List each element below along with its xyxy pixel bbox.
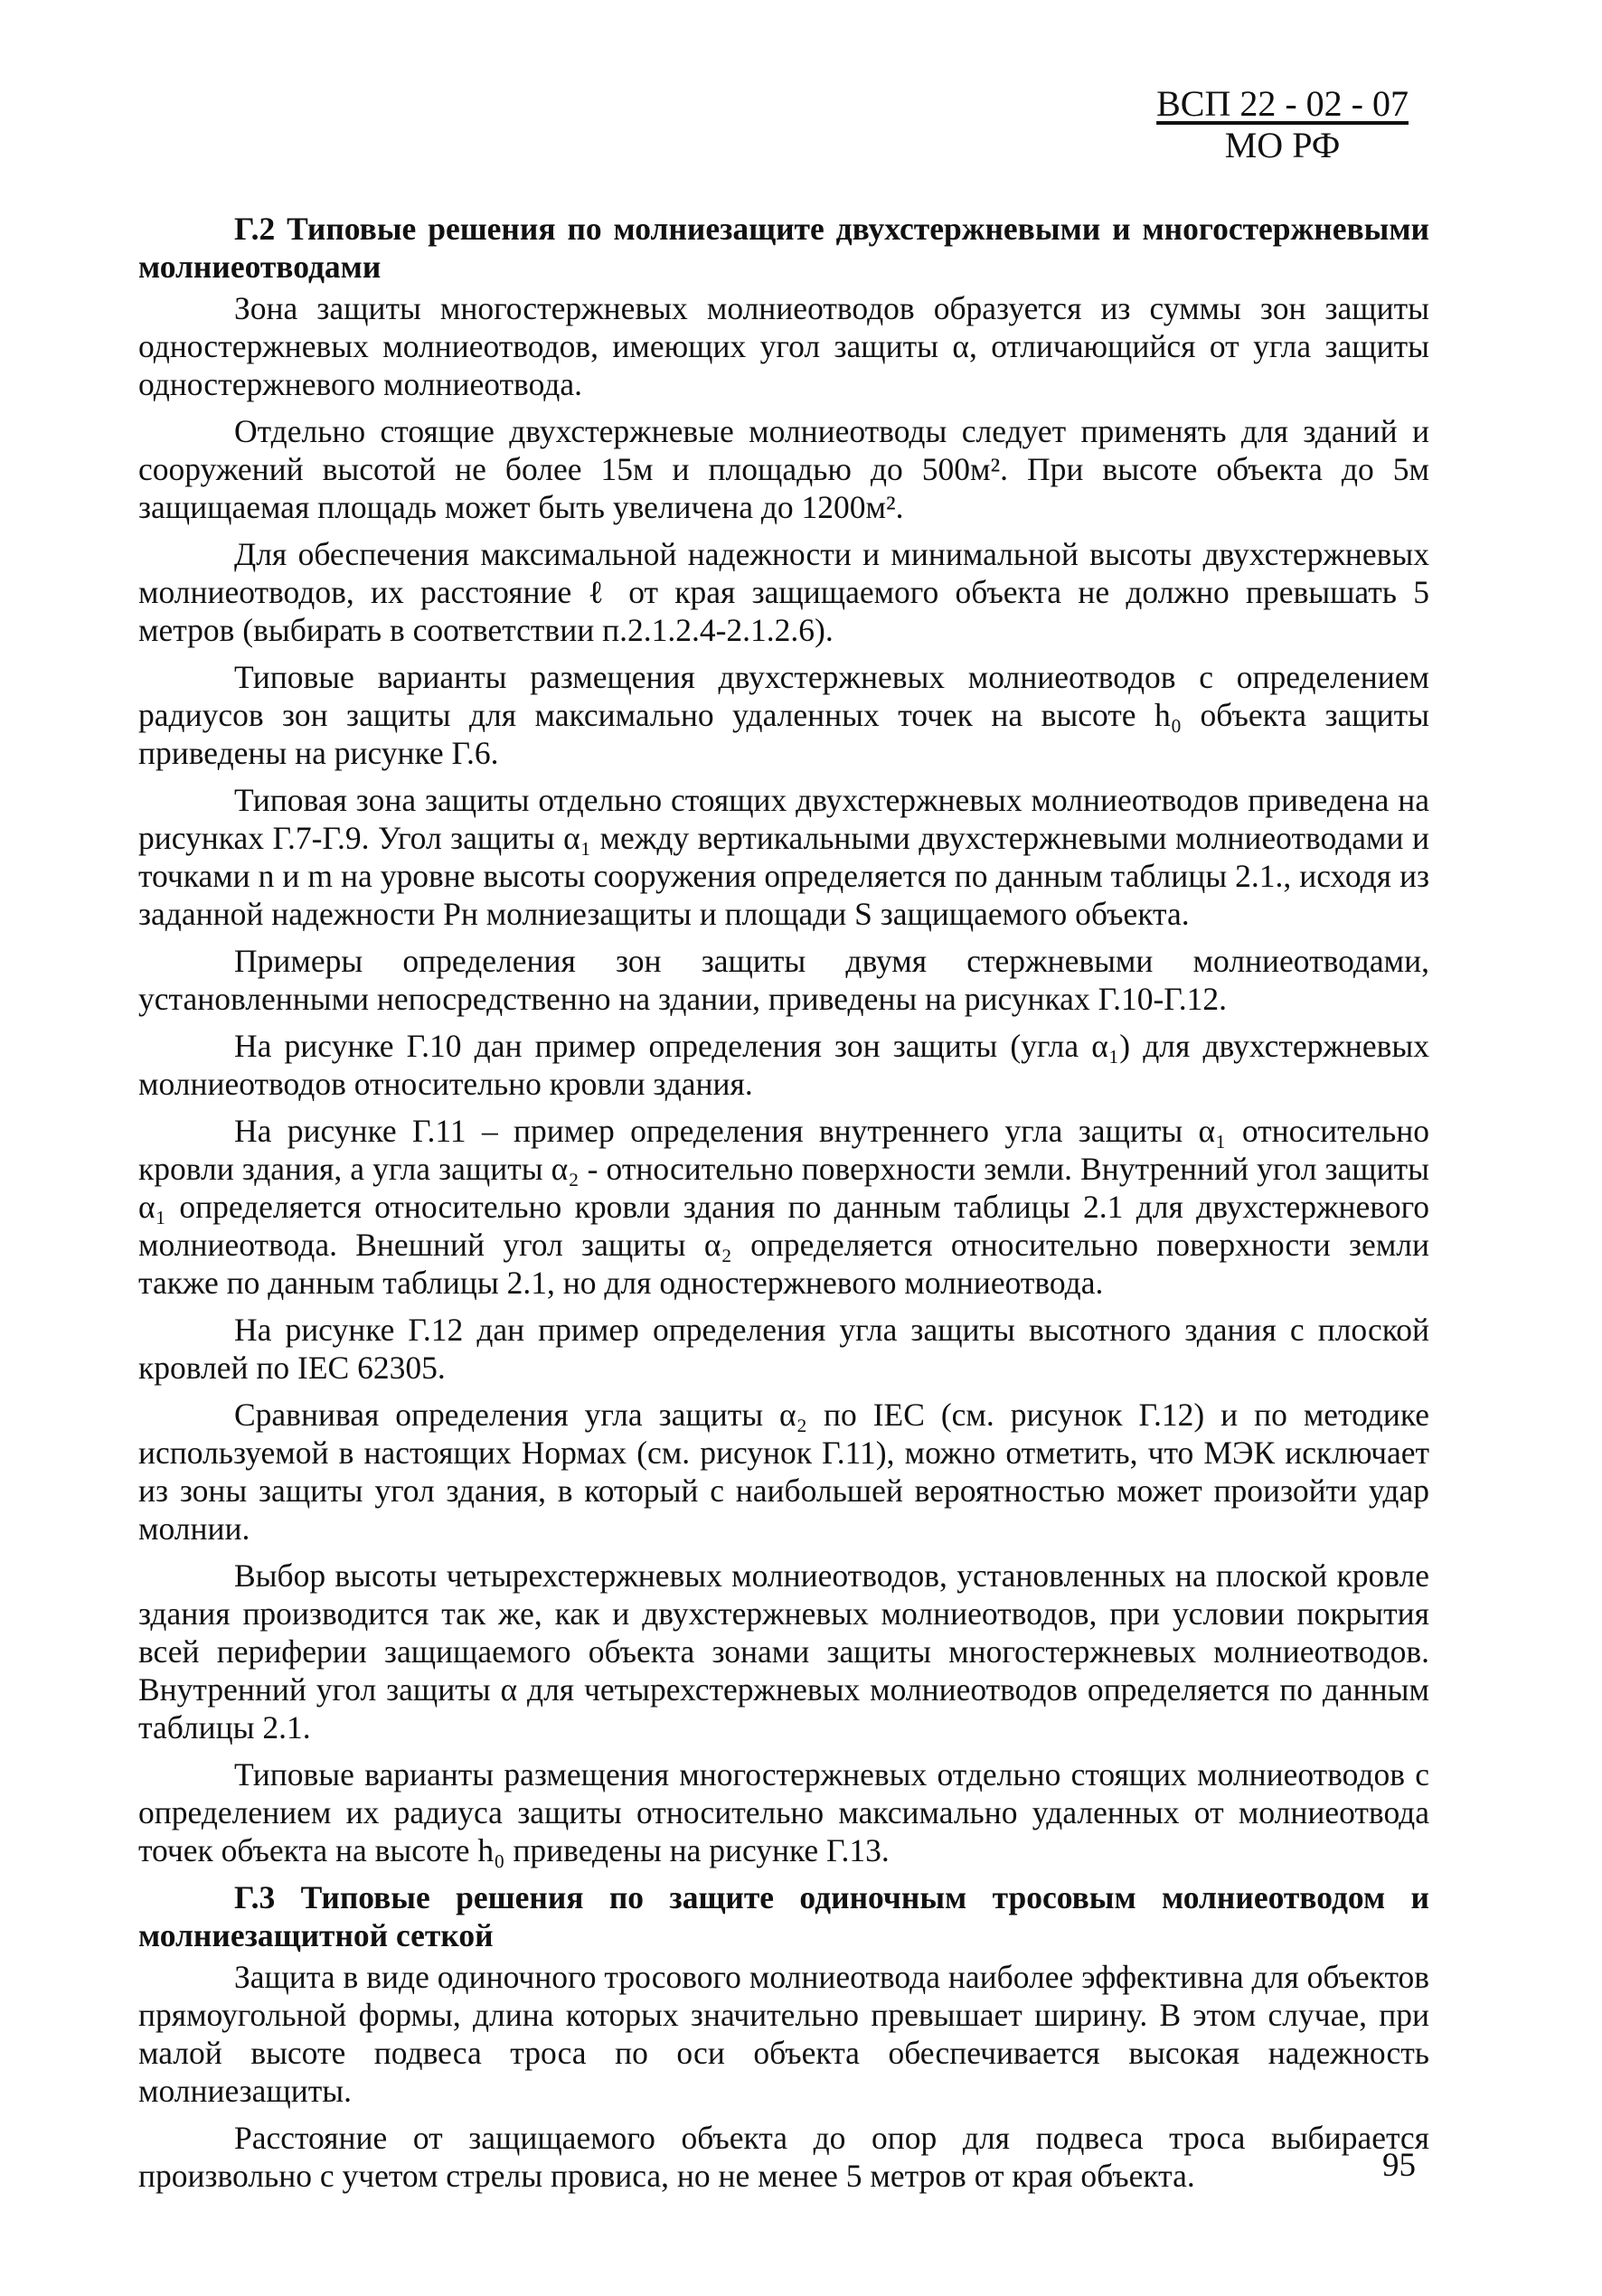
paragraph: На рисунке Г.12 дан пример определения угла защиты высотного здания с плоской кровлей по IEC 62305. bbox=[138, 1312, 1429, 1386]
document-header bbox=[1156, 83, 1409, 166]
page-number: 95 bbox=[1382, 2147, 1416, 2184]
paragraph: На рисунке Г.11 – пример определения внутреннего угла защиты α₁ относительно кровли здания, а угла защиты α₂ - относительно поверхности земли. Внутренний угол защиты α₁ определяется относительно кровли здания по данным таблицы 2.1 для двухстержневого молниеотвода. Внешний угол защиты α₂ определяется относительно поверхности земли также по данным таблицы 2.1, но для одностержневого молниеотвода. bbox=[138, 1113, 1429, 1301]
document-org: МО РФ bbox=[1224, 125, 1341, 165]
section-heading-g2: Г.2 Типовые решения по молниезащите двухстержневыми и многостержневыми молниеотводами bbox=[138, 211, 1429, 285]
paragraph: Выбор высоты четырехстержневых молниеотводов, установленных на плоской кровле здания производится так же, как и двухстержневых молниеотводов, при условии покрытия всей периферии защищаемого объекта зонами защиты многостержневых молниеотводов. Внутренний угол защиты α для четырехстержневых молниеотводов определяется по данным таблицы 2.1. bbox=[138, 1557, 1429, 1746]
paragraph: Примеры определения зон защиты двумя стержневыми молниеотводами, установленными непосредственно на здании, приведены на рисунках Г.10-Г.12. bbox=[138, 943, 1429, 1017]
document-body bbox=[138, 210, 1429, 2204]
section-heading-g3: Г.3 Типовые решения по защите одиночным тросовым молниеотводом и молниезащитной сеткой bbox=[138, 1879, 1429, 1953]
paragraph: Типовая зона защиты отдельно стоящих двухстержневых молниеотводов приведена на рисунках Г.7-Г.9. Угол защиты α₁ между вертикальными двухстержневыми молниеотводами и точками n и m на уровне высоты сооружения определяется по данным таблицы 2.1., исходя из заданной надежности Pн молниезащиты и площади S защищаемого объекта. bbox=[138, 782, 1429, 932]
paragraph: Типовые варианты размещения двухстержневых молниеотводов с определением радиусов зон защиты для максимально удаленных точек на высоте h₀ объекта защиты приведены на рисунке Г.6. bbox=[138, 659, 1429, 771]
paragraph: Расстояние от защищаемого объекта до опор для подвеса троса выбирается произвольно с учетом стрелы провиса, но не менее 5 метров от края объекта. bbox=[138, 2120, 1429, 2194]
paragraph: Типовые варианты размещения многостержневых отдельно стоящих молниеотводов с определением их радиуса защиты относительно максимально удаленных от молниеотвода точек объекта на высоте h₀ приведены на рисунке Г.13. bbox=[138, 1756, 1429, 1868]
paragraph: На рисунке Г.10 дан пример определения зон защиты (угла α₁) для двухстержневых молниеотводов относительно кровли здания. bbox=[138, 1028, 1429, 1102]
document-code: ВСП 22 - 02 - 07 bbox=[1156, 83, 1409, 124]
paragraph: Зона защиты многостержневых молниеотводов образуется из суммы зон защиты одностержневых молниеотводов, имеющих угол защиты α, отличающийся от угла защиты одностержневого молниеотвода. bbox=[138, 290, 1429, 402]
paragraph: Отдельно стоящие двухстержневые молниеотводы следует применять для зданий и сооружений высотой не более 15м и площадью до 500м². При высоте объекта до 5м защищаемая площадь может быть увеличена до 1200м². bbox=[138, 413, 1429, 525]
paragraph: Сравнивая определения угла защиты α₂ по IEC (см. рисунок Г.12) и по методике используемой в настоящих Нормах (см. рисунок Г.11), можно отметить, что МЭК исключает из зоны защиты угол здания, в который с наибольшей вероятностью может произойти удар молнии. bbox=[138, 1397, 1429, 1547]
paragraph: Для обеспечения максимальной надежности и минимальной высоты двухстержневых молниеотводов, их расстояние ℓ от края защищаемого объекта не должно превышать 5 метров (выбирать в соответствии п.2.1.2.4-2.1.2.6). bbox=[138, 536, 1429, 648]
paragraph: Защита в виде одиночного тросового молниеотвода наиболее эффективна для объектов прямоугольной формы, длина которых значительно превышает ширину. В этом случае, при малой высоте подвеса троса по оси объекта обеспечивается высокая надежность молниезащиты. bbox=[138, 1959, 1429, 2109]
